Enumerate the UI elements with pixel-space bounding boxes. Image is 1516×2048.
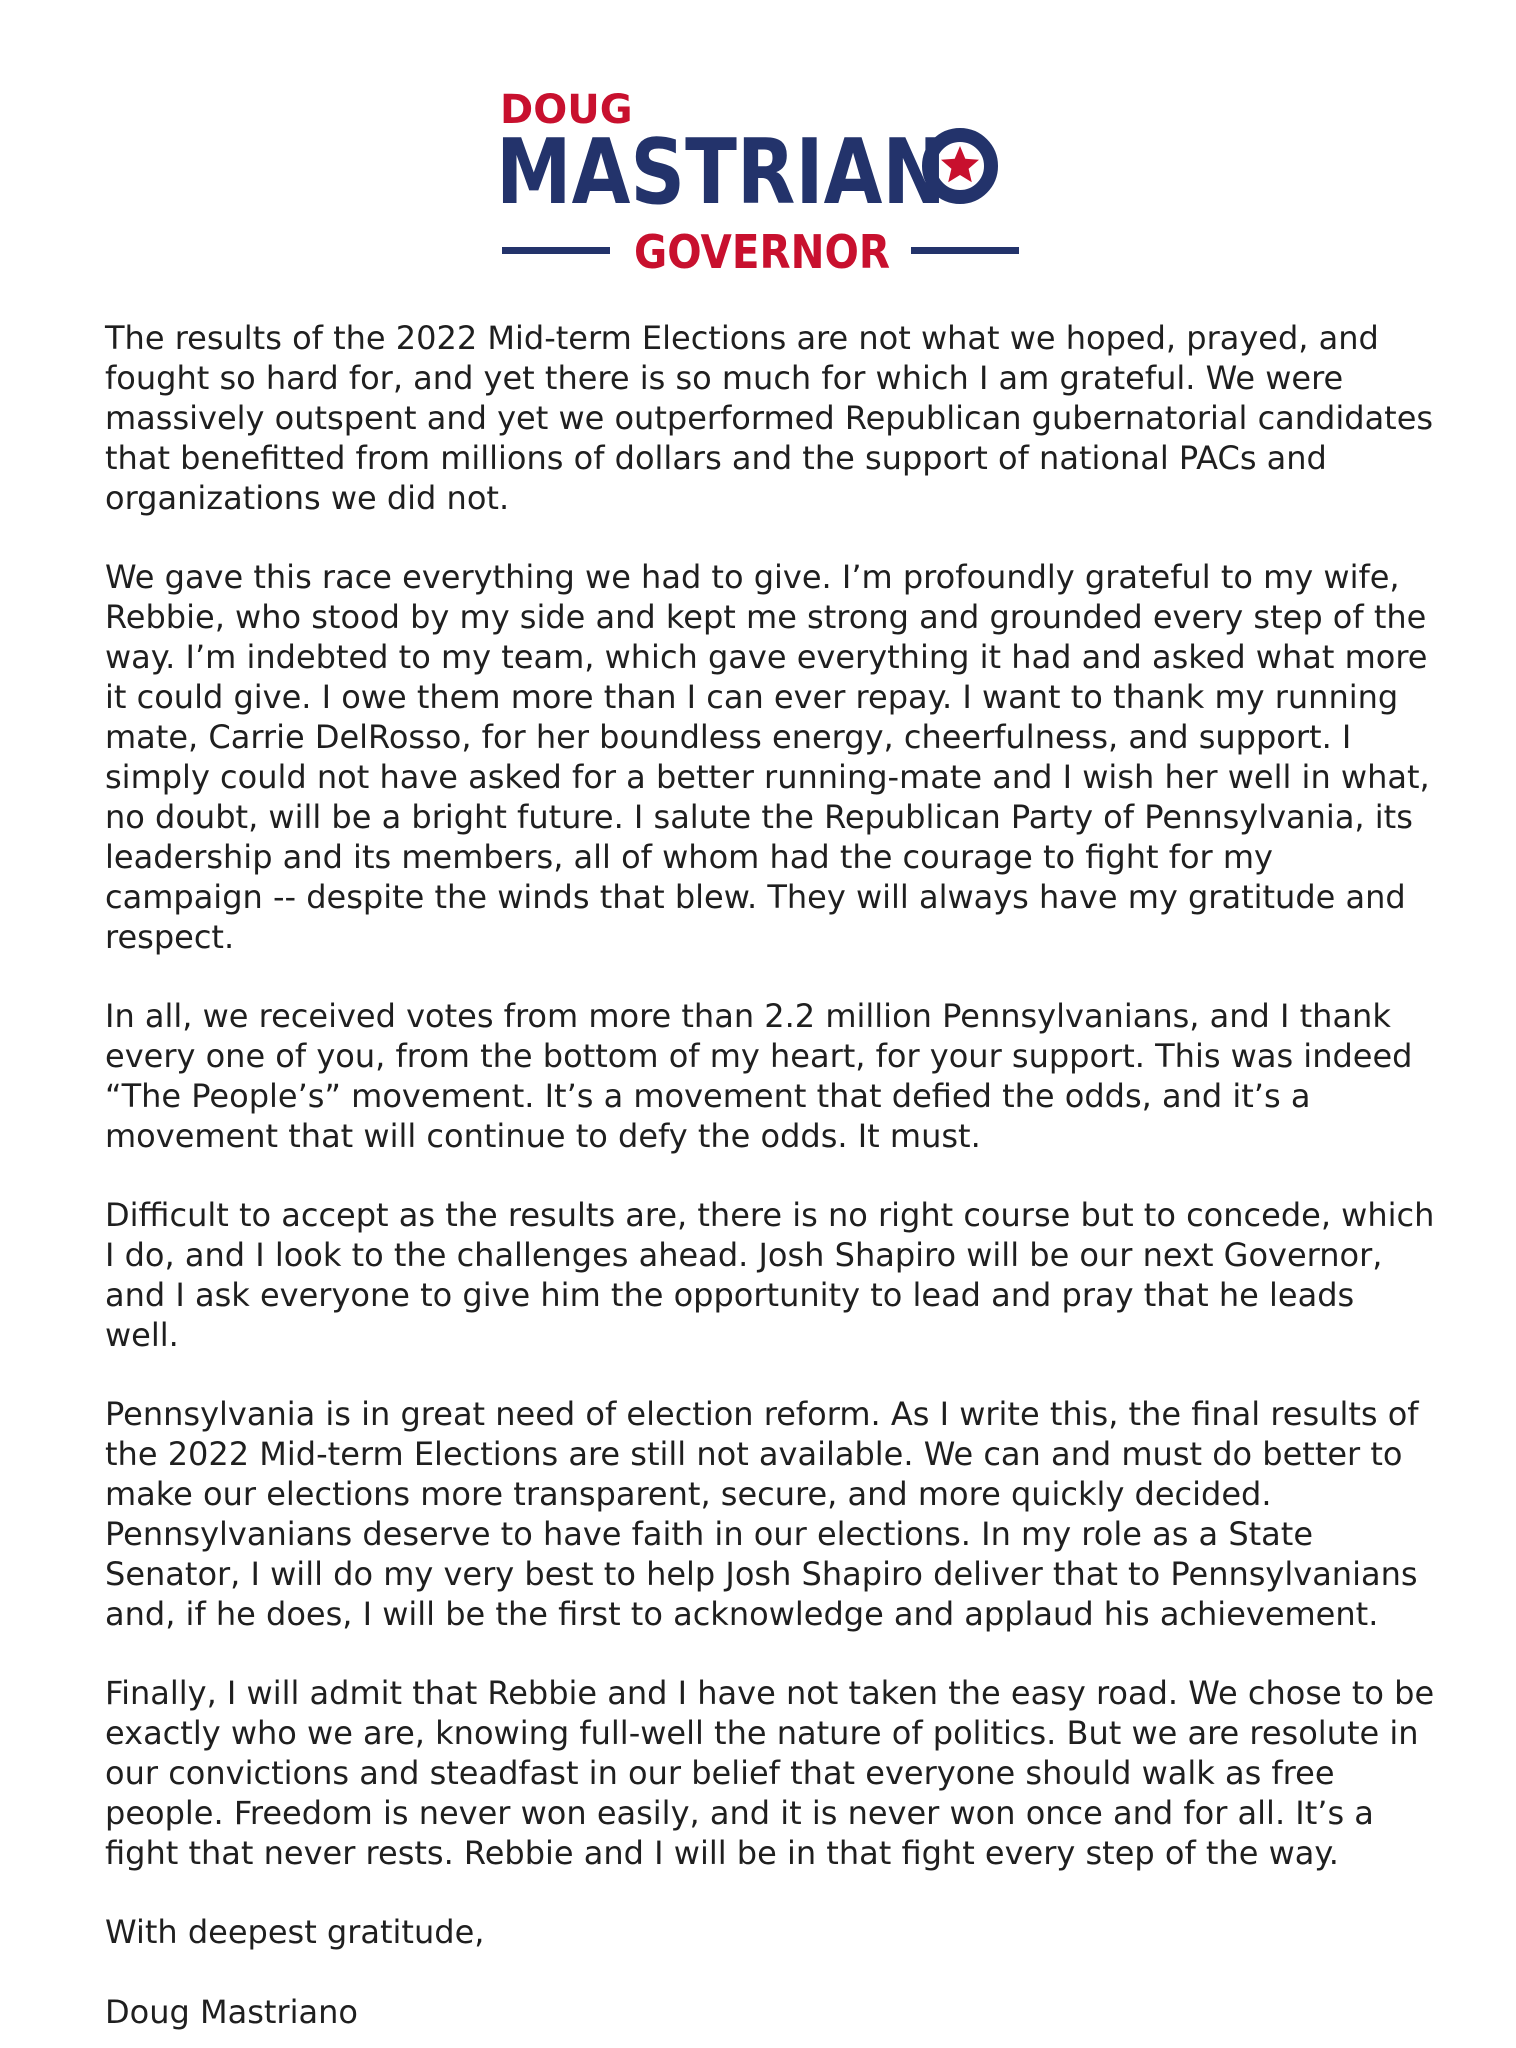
campaign-logo [0, 0, 1516, 300]
logo-rule-right [911, 247, 1019, 254]
letter-signature: Doug Mastriano [105, 1993, 358, 2031]
logo-rule-left [502, 247, 610, 254]
letter-paragraph: In all, we received votes from more than 2.2 million Pennsylvanians, and I thank every one of you, from the bottom of my heart, for your support. This was indeed “The People’s” movement. It’s a movement that defied the odds, and it’s a movement that will continue to defy the odds. It must. [105, 997, 1413, 1155]
logo-last-name: MASTRIAN [496, 120, 946, 225]
letter-paragraph: Difficult to accept as the results are, there is no right course but to concede, which I do, and I look to the challenges ahead. Josh Shapiro will be our next Governor, and I ask everyone to give him the opportunity to lead and pray that he leads well. [105, 1196, 1435, 1354]
logo-first-name: DOUG [500, 87, 633, 133]
letter-closing: With deepest gratitude, [105, 1913, 485, 1951]
letter-paragraph: Finally, I will admit that Rebbie and I have not taken the easy road. We chose to be exactly who we are, knowing full-well the nature of politics. But we are resolute in our convictions and steadfast in our belief that everyone should walk as free people. Freedom is never won easily, and it is never won once and for all. It’s a fight that never rests. Rebbie and I will be in that fight every step of the way. [105, 1674, 1435, 1872]
letter-paragraph: The results of the 2022 Mid-term Elections are not what we hoped, prayed, and fought so hard for, and yet there is so much for which I am grateful. We were massively outspent and yet we outperformed Republican gubernatorial candidates that benefitted from millions of dollars and the support of national PACs and organizations we did not. [105, 319, 1434, 517]
logo-title: GOVERNOR [634, 225, 890, 279]
letter-paragraph: Pennsylvania is in great need of election reform. As I write this, the final results of the 2022 Mid-term Elections are still not available. We can and must do better to make our elections more transparent, secure, and more quickly decided. Pennsylvanians deserve to have faith in our elections. In my role as a State Senator, I will do my very best to help Josh Shapiro deliver that to Pennsylvanians and, if he does, I will be the first to acknowledge and applaud his achievement. [105, 1395, 1419, 1633]
letter-paragraph: We gave this race everything we had to give. I’m profoundly grateful to my wife, Rebbie, who stood by my side and kept me strong and grounded every step of the way. I’m indebted to my team, which gave everything it had and asked what more it could give. I owe them more than I can ever repay. I want to thank my running mate, Carrie DelRosso, for her boundless energy, cheerfulness, and support. I simply could not have asked for a better running-mate and I wish her well in what, no doubt, will be a bright future. I salute the Republican Party of Pennsylvania, its leadership and its members, all of whom had the courage to fight for my campaign -- despite the winds that blew. They will always have my gratitude and respect. [105, 558, 1430, 956]
concession-letter [105, 318, 1435, 2032]
